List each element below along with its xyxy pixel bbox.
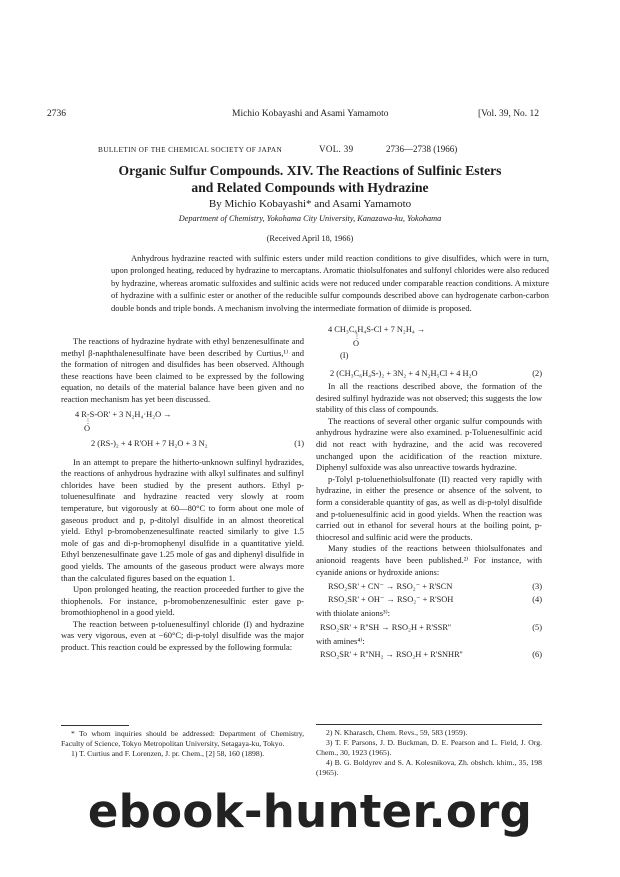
equation-5-number: (5) [532,622,542,632]
equation-6 [316,649,542,663]
paragraph-prolonged-heating: Upon prolonged heating, the reaction proceeded further to give the thiophenols. For instance, p-bromobenzenesulfinic ester gave p-bromothiophenol in a good yield. [61,584,304,618]
footnotes-right [316,728,542,778]
paragraph-sulfinyl-chloride: The reaction between p-toluenesulfinyl chloride (I) and hydrazine was very vigorous, even at −60°C; di-p-tolyl disulfide was the major product. This reaction could be expressed by the following formula: [61,618,304,653]
footnote-3: 3) T. F. Parsons, J. D. Buckman, D. E. Pearson and L. Field, J. Org. Chem., 30, 1923 (1965). [316,738,542,757]
equation-1-oxygen: O [84,423,91,433]
equation-2-line-2: 2 (CH₃C₆H₄S-)₂ + 3N₂ + 4 N₂H₅Cl + 4 H₂O [330,369,478,378]
right-column [316,324,542,663]
paragraph-thiolsulfonate: p-Tolyl p-toluenethiolsulfonate (II) reacted very rapidly with hydrazine, in either the presence or absence of the solvent, to form a considerable quantity of gas, as well as di-p-tolyl disulfide and p-toluenesulfinic acid in good yields. When the reaction was carried out in ethanol for several hours at the boiling point, p-thiocresol and sulfinic acid were the products. [316,473,542,542]
journal-name: BULLETIN OF THE CHEMICAL SOCIETY OF JAPAN [98,145,283,154]
footnote-rule-right [316,724,542,725]
thiolate-label: with thiolate anions³⁾: [316,608,391,619]
footnote-2: 2) N. Kharasch, Chem. Revs., 59, 583 (1959). [326,728,468,737]
equation-5-body: RSO₂SR' + R''SH → RSO₂H + R'SSR'' [320,622,451,632]
equation-1-number: (1) [294,438,304,448]
equation-3-body: RSO₂SR' + CN⁻ → RSO₂⁻ + R'SCN [328,582,453,592]
equation-2-number: (2) [532,369,542,378]
journal-pages: 2736—2738 (1966) [386,144,458,154]
amines-label: with amines⁴⁾: [316,635,365,646]
equation-2: 4 CH₃C₆H₄S-Cl + 7 N₂H₄ → ⋮ O (I) 2 (CH₃C₆H₄S-)₂ + 3N₂ + 4 N₂H₅Cl + 4 H₂O (2) [328,325,542,378]
footnote-rule-left [61,725,129,726]
watermark-text: ebook-hunter.org [87,785,533,838]
paragraph-anionoid-reagents: Many studies of the reactions between thiolsulfonates and anionoid reagents have been published.²⁾ For instance, with cyanide anions or hydroxide anions: [316,543,542,577]
running-header-volume: [Vol. 39, No. 12 [478,109,540,119]
equation-2-oxygen: O [353,339,360,348]
equation-5 [316,622,542,636]
equation-2-compound-label: (I) [340,351,349,360]
paragraph-other-compounds: The reactions of several other organic sulfur compounds with anhydrous hydrazine were also examined. p-Toluenesulfinic acid did not react with hydrazine, and the acid was recovered unchanged upon the acidification of the reaction mixture. Diphenyl sulfoxide was also unreactive towards hydrazine. [316,415,542,473]
equation-3-number: (3) [532,582,542,592]
footnote-4: 4) B. G. Boldyrev and S. A. Kolesnikova, Zh. obshch. khim., 35, 198 (1965). [316,758,542,777]
footnotes-left [61,729,304,759]
equation-4 [316,594,542,608]
footnote-1: 1) T. Curtius and F. Lorenzen, J. pr. Chem., [2] 58, 160 (1898). [71,749,265,758]
journal-volume: VOL. 39 [319,144,354,154]
equation-1-line-1: 4 R-S-OR' + 3 N₂H₄·H₂O → [75,409,172,419]
intro-paragraph: The reactions of hydrazine hydrate with ethyl benzenesulfinate and methyl β-naphthalenesulfinate have been described by Curtius,¹⁾ and the formation of nitrogen and disulfides has been observed. Although these reactions have been claimed to be expressed by the following equation, no details of the material balance have been given and no reaction mechanism has yet been discussed. [61,336,304,404]
equation-6-body: RSO₂SR' + R''NH₂ → RSO₂H + R'SNHR'' [320,650,463,660]
equation-1-line-2: 2 (RS-)₂ + 4 R'OH + 7 H₂O + 3 N₂ [91,438,208,448]
equation-6-number: (6) [532,650,542,660]
equation-1: 4 R-S-OR' + 3 N₂H₄·H₂O → ⋮ O 2 (RS-)₂ + 4 R'OH + 7 H₂O + 3 N₂ (1) [75,409,304,448]
article-title-line-2: and Related Compounds with Hydrazine [191,180,429,195]
equation-4-number: (4) [532,595,542,605]
running-header-authors: Michio Kobayashi and Asami Yamamoto [232,109,389,119]
paragraph-hydrazide-attempt: In an attempt to prepare the hitherto-unknown sulfinyl hydrazides, the reactions of anhydrous hydrazine with alkyl sulfinates and sulfinyl chlorides have been studied by the present authors. Ethyl p-toluenesulfinate and hydrazine reacted very slowly at room temperature, but vigorously at 60—80°C to form about one mole of gaseous product and p, p-ditolyl disulfide in an almost theoretical yield. Ethyl p-bromobenzenesulfinate reacted similarly to give 1.5 mole of gas and di-p-bromophenyl disulfide in a quantitative yield. Ethyl benzenesulfinate gave 1.25 mole of gas and diphenyl disulfide in good yields. The amounts of the gaseous product were always more than the calculated figures based on the equation 1. [61,456,304,583]
author-affiliation: Department of Chemistry, Yokohama City University, Kanazawa-ku, Yokohama [178,214,442,223]
page-number: 2736 [47,109,66,119]
left-column [61,336,304,654]
equation-3 [316,581,542,594]
abstract: Anhydrous hydrazine reacted with sulfinic esters under mild reaction conditions to give disulfides, which were in turn, upon prolonged heating, reduced by hydrazine to mercaptans. Aromatic thiolsulfonates and sulfonyl chlorides were also reduced by hydrazine, whereas aromatic sulfoxides and sulfinic acids were not reduced under comparable reaction conditions. A mixture of hydrazine with a sulfinic ester or another of the reducible sulfur compounds described above can hydrogenate carbon-carbon double bonds and triple bonds. A mechanism involving the intermediate formation of diimide is proposed. [111,253,549,313]
received-date: (Received April 18, 1966) [266,234,354,243]
equation-4-body: RSO₂SR' + OH⁻ → RSO₂⁻ + R'SOH [328,595,454,605]
paragraph-no-hydrazide: In all the reactions described above, the formation of the desired sulfinyl hydrazide was not observed; this suggests the low stability of this class of compounds. [316,381,542,415]
article-byline: By Michio Kobayashi* and Asami Yamamoto [208,198,412,210]
equation-2-line-1: 4 CH₃C₆H₄S-Cl + 7 N₂H₄ → [328,325,426,334]
footnote-star: * To whom inquiries should be addressed: Department of Chemistry, Faculty of Science, Tokyo Metropolitan University, Setagaya-ku, Tokyo. [61,729,304,748]
article-title-line-1: Organic Sulfur Compounds. XIV. The Reactions of Sulfinic Esters [118,163,502,178]
